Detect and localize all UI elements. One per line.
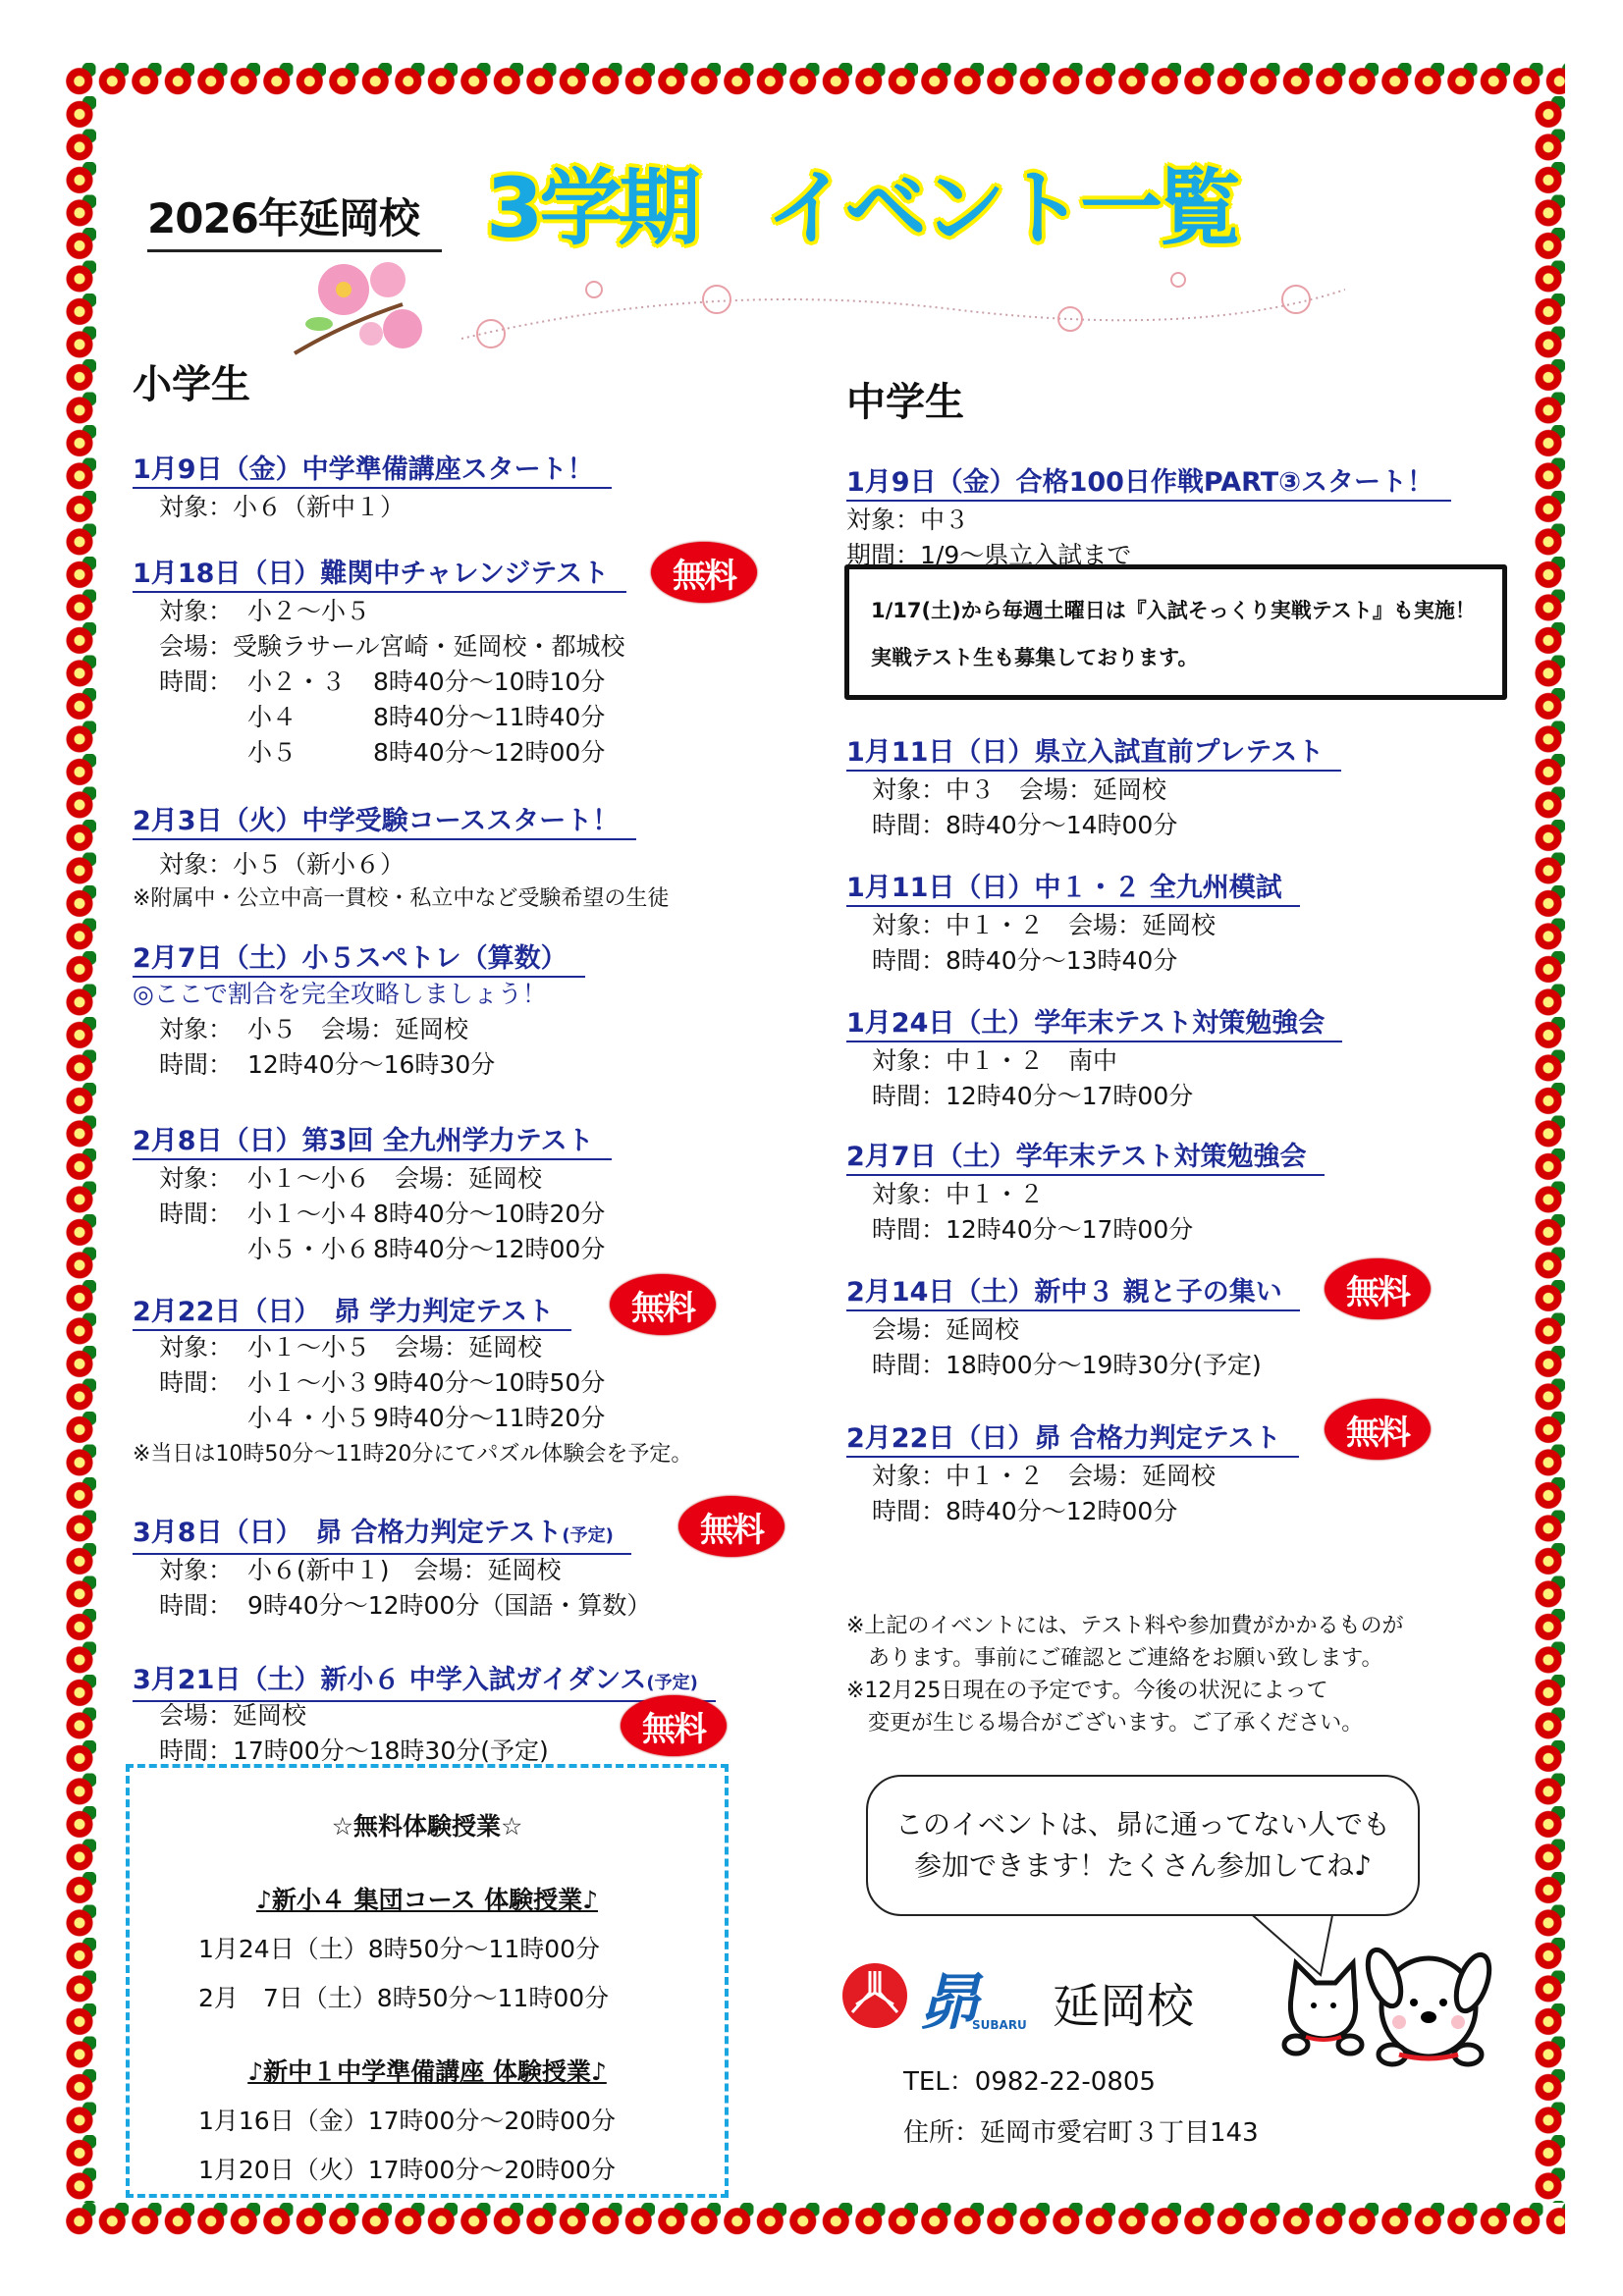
event-title-text: 1月18日（日）難関中チャレンジテスト xyxy=(133,559,610,589)
event-title xyxy=(846,872,1300,907)
school-year-title: 2026年延岡校 xyxy=(147,187,442,252)
event-title xyxy=(133,1664,716,1702)
event-detail: 対象：中３ 会場：延岡校 xyxy=(872,775,1167,804)
speech-bubble xyxy=(866,1775,1420,1916)
junior-high-heading: 中学生 xyxy=(846,380,964,425)
event-detail: 12時40分〜16時30分 xyxy=(247,1050,496,1079)
notes: ※上記のイベントには、テスト料や参加費がかかるものが あります。事前にご確認とご連絡をお願い致します。 ※12月25日現在の予定です。今後の状況によって 変更が生じる場合がございます。ご了承ください。 xyxy=(846,1614,1404,1735)
event-detail: 8時40分〜10時20分 xyxy=(373,1200,606,1228)
subaru-emblem-icon xyxy=(842,1963,907,2028)
event-detail: 会場：延岡校 xyxy=(159,1701,307,1730)
event-title xyxy=(846,1141,1325,1176)
trial-heading: ☆無料体験授業☆ xyxy=(331,1812,523,1841)
event-detail: 時間： xyxy=(159,1368,234,1397)
event-title-text: 2月22日（日）昴 合格力判定テスト xyxy=(846,1423,1281,1454)
event-title xyxy=(133,1296,571,1331)
event-detail: 9時40分〜11時20分 xyxy=(373,1404,606,1432)
event-detail: 8時40分〜10時10分 xyxy=(373,667,606,696)
event-detail: 会場：延岡校 xyxy=(872,1315,1020,1344)
trial-group-title: ♪新小４ 集団コース 体験授業♪ xyxy=(255,1886,599,1914)
event-detail: 対象： xyxy=(159,1333,234,1362)
event-detail: 9時40分〜12時00分（国語・算数） xyxy=(247,1591,652,1620)
event-detail: 小５・小６ xyxy=(247,1235,371,1263)
cat-dog-mascot-illustration xyxy=(1276,1939,1492,2076)
event-title xyxy=(133,942,585,978)
address: 住所：延岡市愛宕町３丁目143 xyxy=(903,2118,1259,2148)
event-detail: 期間：1/9〜県立入試まで xyxy=(846,541,1132,569)
event-title-text: 1月24日（土）学年末テスト対策勉強会 xyxy=(846,1008,1325,1039)
event-detail: 時間：12時40分〜17時00分 xyxy=(872,1215,1194,1244)
flower-border-top xyxy=(63,63,1565,96)
event-detail: 8時40分〜11時40分 xyxy=(373,703,606,731)
trial-date: 1月24日（土）8時50分〜11時00分 xyxy=(198,1935,601,1963)
event-title-text: 3月21日（土）新小６ 中学入試ガイダンス xyxy=(133,1665,647,1695)
event-title-text: 2月14日（土）新中３ 親と子の集い xyxy=(846,1277,1282,1308)
event-highlight: ◎ここで割合を完全攻略しましょう！ xyxy=(133,980,547,1008)
free-trial-box xyxy=(126,1764,729,2198)
free-badge: 無料 xyxy=(621,1695,727,1756)
event-detail: 対象：中３ xyxy=(846,506,970,534)
event-detail: 小１〜小３ xyxy=(247,1368,371,1397)
event-title xyxy=(133,1125,612,1160)
event-title xyxy=(846,1276,1300,1311)
event-detail: 小１〜小４ xyxy=(247,1200,371,1228)
event-detail: 時間：8時40分〜13時40分 xyxy=(872,946,1178,975)
event-detail: 時間：8時40分〜14時00分 xyxy=(872,811,1178,839)
event-detail: 小２〜小５ xyxy=(247,597,371,625)
event-detail: 対象：中１・２ xyxy=(872,1180,1045,1208)
event-detail: 対象： xyxy=(159,1015,234,1043)
trial-group-title: ♪新中１中学準備講座 体験授業♪ xyxy=(247,2057,607,2086)
event-detail: 小４・小５ xyxy=(247,1404,371,1432)
event-detail: 対象：小５（新小６） xyxy=(159,850,406,879)
event-title-text: 1月11日（日）中１・２ 全九州模試 xyxy=(846,873,1282,903)
event-title-text: 1月9日（金）合格100日作戦PART③スタート！ xyxy=(846,467,1434,498)
event-title-text: 1月9日（金）中学準備講座スタート！ xyxy=(133,454,594,485)
elementary-heading: 小学生 xyxy=(133,362,250,407)
trial-date: 1月16日（金）17時00分〜20時00分 xyxy=(198,2107,616,2135)
event-detail: 小５ 会場：延岡校 xyxy=(247,1015,469,1043)
event-detail: 対象：中１・２ 南中 xyxy=(872,1046,1118,1075)
free-badge: 無料 xyxy=(1325,1258,1431,1319)
event-title xyxy=(846,1422,1299,1458)
event-detail: 対象： xyxy=(159,1556,234,1584)
telephone: TEL：0982-22-0805 xyxy=(903,2067,1156,2097)
event-note: ※当日は10時50分〜11時20分にてパズル体験会を予定。 xyxy=(133,1442,693,1467)
event-title-text: 3月8日（日） 昴 合格力判定テスト xyxy=(133,1518,563,1548)
trial-date: 1月20日（火）17時00分〜20時00分 xyxy=(198,2156,616,2184)
event-title xyxy=(846,736,1341,772)
event-title xyxy=(133,805,636,840)
event-title-text: 2月3日（火）中学受験コーススタート！ xyxy=(133,806,620,836)
event-detail: 対象：中１・２ 会場：延岡校 xyxy=(872,911,1217,939)
event-title xyxy=(133,454,612,489)
bubble-line-2: 参加できます！たくさん参加してね♪ xyxy=(914,1849,1372,1882)
flower-border-left xyxy=(63,96,96,2203)
term-title: 3学期 xyxy=(486,160,697,256)
event-title-suffix: (予定) xyxy=(562,1525,614,1546)
notice-line-2: 実戦テスト生も募集しております。 xyxy=(871,646,1199,669)
branch-name: 延岡校 xyxy=(1053,1979,1195,2034)
event-title xyxy=(133,558,626,593)
event-detail: 8時40分〜12時00分 xyxy=(373,738,606,767)
event-title-text: 2月22日（日） 昴 学力判定テスト xyxy=(133,1297,555,1327)
free-badge: 無料 xyxy=(1325,1399,1431,1460)
event-detail: 時間：17時00分〜18時30分(予定) xyxy=(159,1736,549,1765)
free-badge: 無料 xyxy=(651,542,757,603)
event-detail: 対象： xyxy=(159,1164,234,1193)
event-detail: 9時40分〜10時50分 xyxy=(373,1368,606,1397)
event-list-title: イベント一覧 xyxy=(766,160,1238,256)
event-detail: 小１〜小５ 会場：延岡校 xyxy=(247,1333,543,1362)
event-detail: 8時40分〜12時00分 xyxy=(373,1235,606,1263)
event-detail: 時間： xyxy=(159,667,234,696)
event-title-text: 1月11日（日）県立入試直前プレテスト xyxy=(846,737,1325,768)
free-badge: 無料 xyxy=(610,1274,716,1335)
event-title xyxy=(846,1007,1342,1042)
event-detail: 対象： xyxy=(159,597,234,625)
event-detail: 時間： xyxy=(159,1200,234,1228)
event-title-text: 2月8日（日）第3回 全九州学力テスト xyxy=(133,1126,594,1156)
flower-border-right xyxy=(1532,96,1565,2203)
event-detail: 小２・３ xyxy=(247,667,347,696)
event-detail: 対象：中１・２ 会場：延岡校 xyxy=(872,1462,1217,1490)
event-detail: 小５ xyxy=(247,738,298,767)
event-detail: 時間：12時40分〜17時00分 xyxy=(872,1082,1194,1110)
event-detail: 時間：8時40分〜12時00分 xyxy=(872,1497,1178,1525)
event-detail: 時間：18時00分〜19時30分(予定) xyxy=(872,1351,1262,1379)
event-detail: 会場：受験ラサール宮崎・延岡校・都城校 xyxy=(159,632,625,661)
event-title-suffix: (予定) xyxy=(646,1673,698,1693)
free-badge: 無料 xyxy=(678,1496,784,1557)
trial-date: 2月 7日（土）8時50分〜11時00分 xyxy=(198,1984,610,2012)
event-detail: 対象：小６（新中１） xyxy=(159,493,406,521)
notice-line-1: 1/17(土)から毎週土曜日は『入試そっくり実戦テスト』も実施！ xyxy=(871,599,1476,622)
event-detail: 時間： xyxy=(159,1591,234,1620)
event-detail: 小６(新中１) 会場：延岡校 xyxy=(247,1556,562,1584)
event-title xyxy=(133,1517,631,1555)
event-title xyxy=(846,466,1451,502)
jissen-test-notice xyxy=(844,564,1507,700)
event-title-text: 2月7日（土）小５スペトレ（算数） xyxy=(133,943,568,974)
event-note: ※附属中・公立中高一貫校・私立中など受験希望の生徒 xyxy=(133,886,670,911)
sakura-decoration xyxy=(461,260,1345,368)
event-detail: 小１〜小６ 会場：延岡校 xyxy=(247,1164,543,1193)
subaru-logo: 昴 xyxy=(918,1966,980,2038)
event-title-text: 2月7日（土）学年末テスト対策勉強会 xyxy=(846,1142,1307,1172)
subaru-logo-sub: SUBARU xyxy=(972,2018,1027,2032)
event-detail: 時間： xyxy=(159,1050,234,1079)
flower-illustration xyxy=(285,245,442,363)
bubble-line-1: このイベントは、昴に通ってない人でも xyxy=(894,1808,1390,1841)
flower-border-bottom xyxy=(63,2203,1565,2236)
event-detail: 小４ xyxy=(247,703,298,731)
